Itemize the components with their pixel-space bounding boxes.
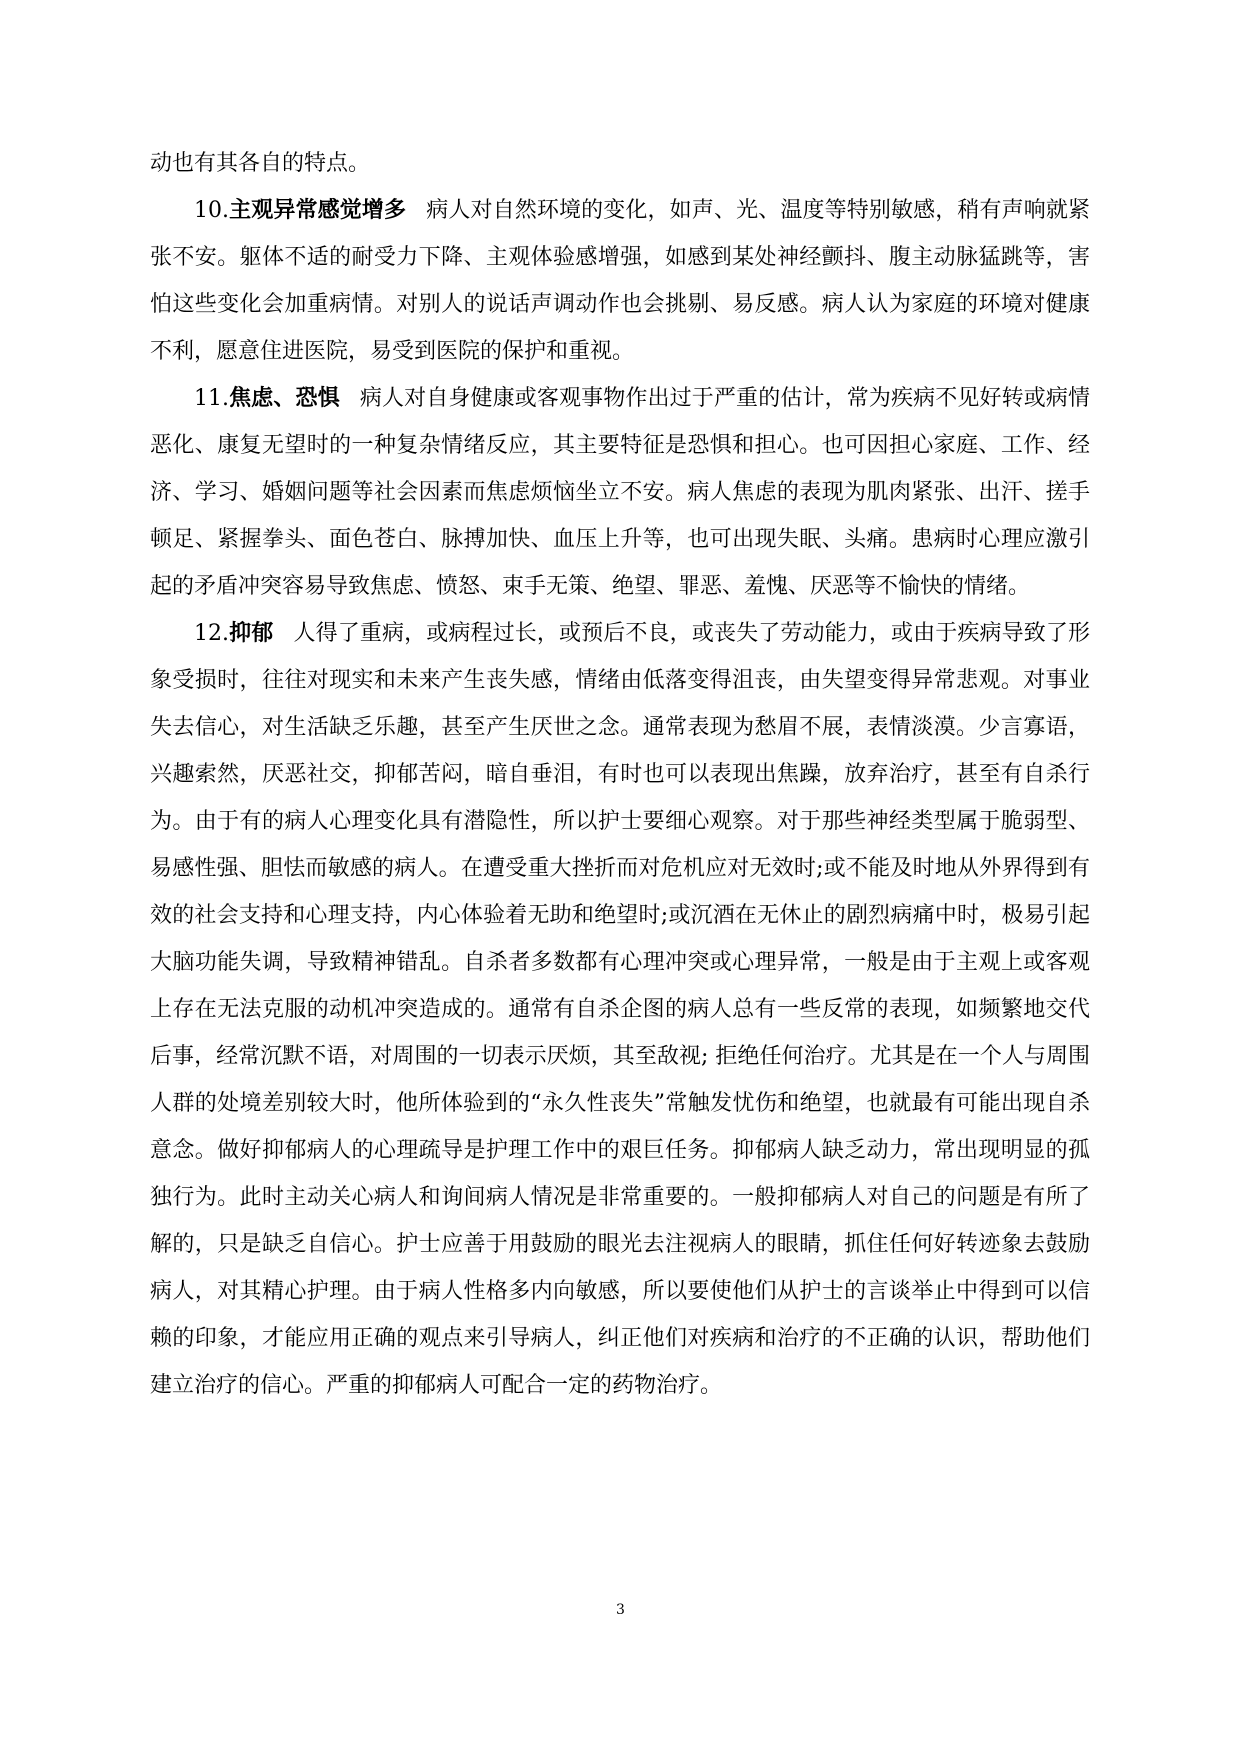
section-10-paragraph — [150, 187, 1090, 375]
section-12-paragraph — [150, 610, 1090, 1409]
document-page — [150, 140, 1090, 1409]
section-12-heading: 抑郁 — [229, 621, 274, 646]
section-11-paragraph — [150, 375, 1090, 610]
section-10-number: 10. — [194, 198, 229, 223]
section-11-number: 11. — [194, 386, 229, 411]
section-10-heading: 主观异常感觉增多 — [229, 198, 407, 223]
page-number: 3 — [616, 1602, 625, 1618]
section-12-number: 12. — [194, 621, 229, 646]
section-10-body: 病人对自然环境的变化，如声、光、温度等特别敏感，稍有声响就紧张不安。躯体不适的耐受力下降、主观体验感增强，如感到某处神经颤抖、腹主动脉猛跳等，害怕这些变化会加重病情。对别人的说话声调动作也会挑剔、易反感。病人认为家庭的环境对健康不利，愿意住进医院，易受到医院的保护和重视。 — [150, 198, 1090, 364]
section-12-body: 人得了重病，或病程过长，或预后不良，或丧失了劳动能力，或由于疾病导致了形象受损时，往往对现实和未来产生丧失感，情绪由低落变得沮丧，由失望变得异常悲观。对事业失去信心，对生活缺乏乐趣，甚至产生厌世之念。通常表现为愁眉不展，表情淡漠。少言寡语，兴趣索然，厌恶社交，抑郁苦闷，暗自垂泪，有时也可以表现出焦躁，放弃治疗，甚至有自杀行为。由于有的病人心理变化具有潜隐性，所以护士要细心观察。对于那些神经类型属于脆弱型、易感性强、胆怯而敏感的病人。在遭受重大挫折而对危机应对无效时;或不能及时地从外界得到有效的社会支持和心理支持，内心体验着无助和绝望时;或沉酒在无休止的剧烈病痛中时，极易引起大脑功能失调，导致精神错乱。自杀者多数都有心理冲突或心理异常，一般是由于主观上或客观上存在无法克服的动机冲突造成的。通常有自杀企图的病人总有一些反常的表现，如频繁地交代后事，经常沉默不语，对周围的一切表示厌烦，其至敌视; 拒绝任何治疗。尤其是在一个人与周围人群的处境差别较大时，他所体验到的“永久性丧失”常触发忧伤和绝望，也就最有可能出现自杀意念。做好抑郁病人的心理疏导是护理工作中的艰巨任务。抑郁病人缺乏动力，常出现明显的孤独行为。此时主动关心病人和询间病人情况是非常重要的。一般抑郁病人对自己的问题是有所了解的，只是缺乏自信心。护士应善于用鼓励的眼光去注视病人的眼睛，抓住任何好转迹象去鼓励病人，对其精心护理。由于病人性格多内向敏感，所以要使他们从护士的言谈举止中得到可以信赖的印象，才能应用正确的观点来引导病人，纠正他们对疾病和治疗的不正确的认识，帮助他们建立治疗的信心。严重的抑郁病人可配合一定的药物治疗。 — [150, 621, 1090, 1398]
section-11-heading: 焦虑、恐惧 — [229, 386, 340, 411]
continuation-paragraph: 动也有其各自的特点。 — [150, 151, 371, 176]
section-11-body: 病人对自身健康或客观事物作出过于严重的估计，常为疾病不见好转或病情恶化、康复无望时的一种复杂情绪反应，其主要特征是恐惧和担心。也可因担心家庭、工作、经济、学习、婚姻问题等社会因素而焦虑烦恼坐立不安。病人焦虑的表现为肌肉紧张、出汗、搓手顿足、紧握拳头、面色苍白、脉搏加快、血压上升等，也可出现失眠、头痛。患病时心理应激引起的矛盾冲突容易导致焦虑、愤怒、束手无策、绝望、罪恶、羞愧、厌恶等不愉快的情绪。 — [150, 386, 1090, 599]
